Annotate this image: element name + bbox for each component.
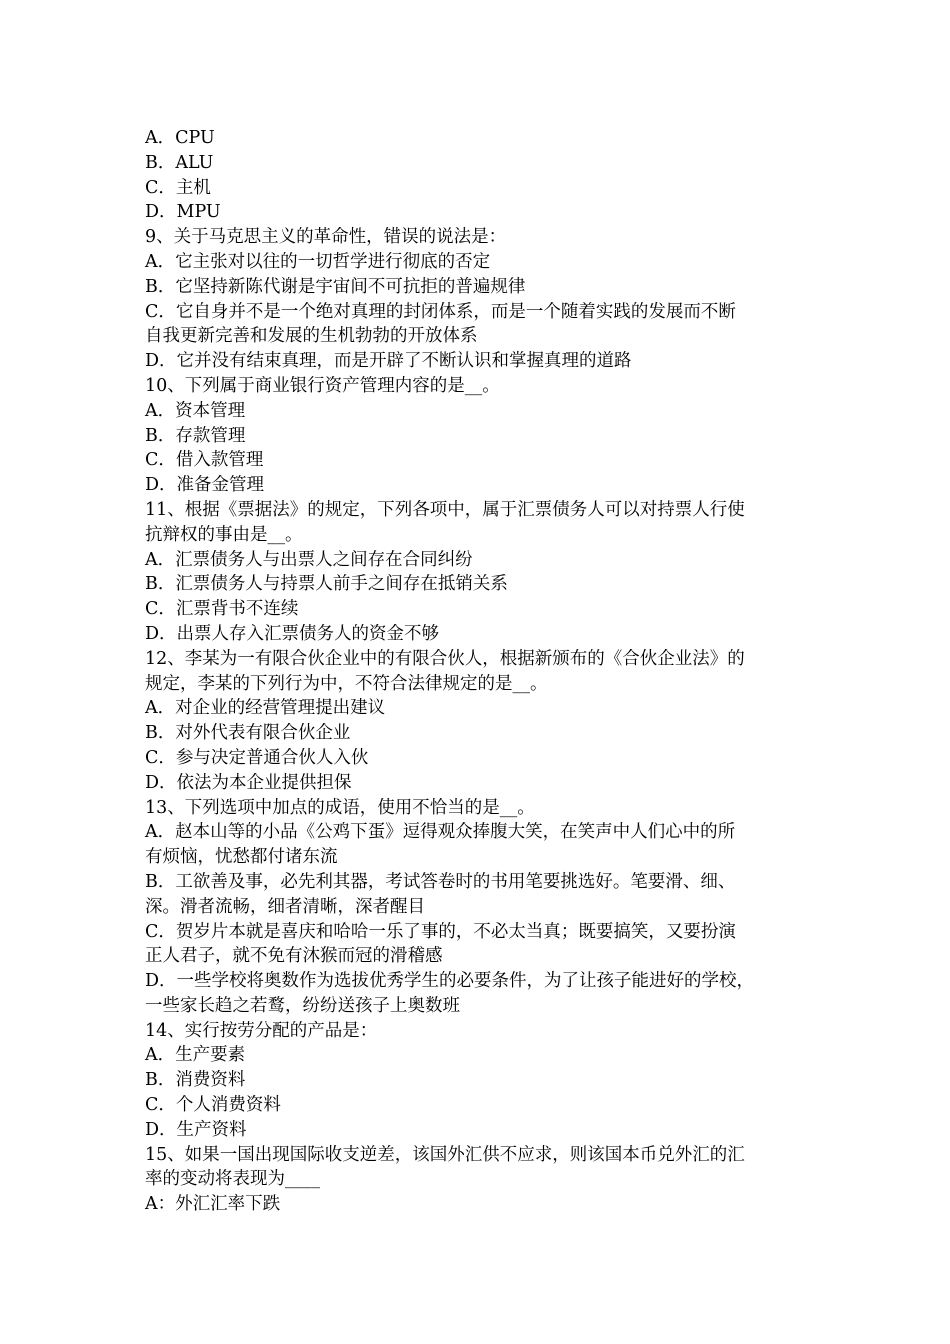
option-line: D．MPU [145, 202, 221, 223]
question-line: 14、实行按劳分配的产品是： [145, 1020, 378, 1041]
option-line: B．ALU [145, 152, 214, 173]
question-line: 13、下列选项中加点的成语，使用不恰当的是__。 [145, 797, 535, 818]
option-line: A．对企业的经营管理提出建议 [145, 698, 386, 719]
option-line: B．存款管理 [145, 425, 246, 446]
option-line: A．资本管理 [145, 400, 246, 421]
document-body [145, 126, 825, 1217]
option-line: B．消费资料 [145, 1070, 246, 1091]
option-line: B．工欲善及事，必先利其器，考试答卷时的书用笔要挑选好。笔要滑、细、 [145, 871, 736, 892]
option-line: A．赵本山等的小品《公鸡下蛋》逗得观众捧腹大笑，在笑声中人们心中的所 [145, 822, 736, 843]
option-line: D．生产资料 [145, 1119, 247, 1140]
option-line: C．个人消费资料 [145, 1095, 281, 1116]
question-line: 9、关于马克思主义的革命性，错误的说法是： [145, 227, 507, 248]
question-line-continued: 抗辩权的事由是__。 [145, 524, 303, 545]
question-line-continued: 率的变动将表现为____ [145, 1169, 320, 1190]
option-line: B．对外代表有限合伙企业 [145, 723, 351, 744]
option-line: D．它并没有结束真理，而是开辟了不断认识和掌握真理的道路 [145, 351, 632, 372]
option-line: C．它自身并不是一个绝对真理的封闭体系，而是一个随着实践的发展而不断 [145, 301, 736, 322]
option-line-continued: 深。滑者流畅，细者清晰，深者醒目 [145, 896, 425, 917]
question-line-continued: 规定，李某的下列行为中，不符合法律规定的是__。 [145, 673, 548, 694]
option-line-continued: 正人君子，就不免有沐猴而冠的滑稽感 [145, 946, 443, 967]
option-line: A．它主张对以往的一切哲学进行彻底的否定 [145, 251, 491, 272]
question-line: 11、根据《票据法》的规定，下列各项中，属于汇票债务人可以对持票人行使 [145, 499, 745, 520]
option-line: C．贺岁片本就是喜庆和哈哈一乐了事的，不必太当真；既要搞笑，又要扮演 [145, 921, 736, 942]
option-line: A：外汇汇率下跌 [145, 1194, 281, 1215]
question-line: 12、李某为一有限合伙企业中的有限合伙人，根据新颁布的《合伙企业法》的 [145, 648, 745, 669]
question-line: 10、下列属于商业银行资产管理内容的是__。 [145, 375, 500, 396]
option-line-continued: 有烦恼，忧愁都付诸东流 [145, 847, 338, 868]
option-line-continued: 一些家长趋之若鹜，纷纷送孩子上奥数班 [145, 995, 460, 1016]
option-line: C．汇票背书不连续 [145, 599, 299, 620]
option-line: D．准备金管理 [145, 475, 265, 496]
option-line: D．一些学校将奥数作为选拔优秀学生的必要条件，为了让孩子能进好的学校， [145, 971, 755, 992]
option-line: C．借入款管理 [145, 450, 264, 471]
option-line-continued: 自我更新完善和发展的生机勃勃的开放体系 [145, 326, 478, 347]
option-line: A．生产要素 [145, 1045, 246, 1066]
option-line: C．主机 [145, 177, 211, 198]
option-line: D．依法为本企业提供担保 [145, 772, 352, 793]
option-line: D．出票人存入汇票债务人的资金不够 [145, 623, 440, 644]
option-line: C．参与决定普通合伙人入伙 [145, 747, 369, 768]
question-line: 15、如果一国出现国际收支逆差，该国外汇供不应求，则该国本币兑外汇的汇 [145, 1144, 745, 1165]
option-line: B．汇票债务人与持票人前手之间存在抵销关系 [145, 574, 508, 595]
option-line: A．CPU [145, 128, 215, 148]
option-line: A．汇票债务人与出票人之间存在合同纠纷 [145, 549, 473, 570]
option-line: B．它坚持新陈代谢是宇宙间不可抗拒的普遍规律 [145, 276, 526, 297]
